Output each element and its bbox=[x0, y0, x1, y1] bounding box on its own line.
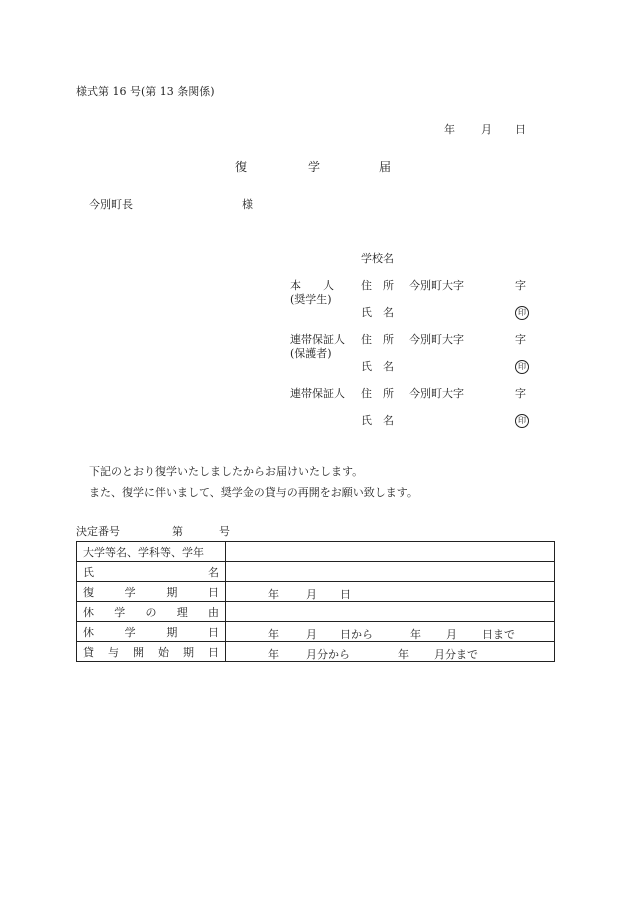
table-row bbox=[77, 602, 555, 622]
title-char-2: 学 bbox=[308, 160, 321, 174]
table-row bbox=[77, 562, 555, 582]
party2-address-value: 今別町大字 bbox=[409, 333, 464, 346]
title-char-1: 復 bbox=[235, 160, 248, 174]
student-name-label bbox=[77, 562, 226, 582]
leave-reason-value[interactable] bbox=[226, 602, 555, 622]
leave-reason-label bbox=[77, 602, 226, 622]
date-part: 月 bbox=[446, 628, 457, 641]
label-char: 日 bbox=[207, 625, 219, 639]
decision-number-go: 号 bbox=[219, 525, 230, 538]
student-name-value[interactable] bbox=[226, 562, 555, 582]
party1-address-suffix: 字 bbox=[515, 279, 526, 292]
party2-name-label: 氏 名 bbox=[361, 360, 394, 373]
label-char: 期 bbox=[183, 645, 194, 659]
date-part: 年 bbox=[410, 628, 421, 641]
party2-role: 連帯保証人 bbox=[290, 333, 345, 346]
party2-seal-icon: 印 bbox=[515, 360, 529, 374]
return-date-label bbox=[77, 582, 226, 602]
date-part: 年 bbox=[268, 628, 279, 641]
party1-seal-icon: 印 bbox=[515, 306, 529, 320]
date-part: 月 bbox=[306, 628, 317, 641]
label-char: 始 bbox=[158, 645, 169, 659]
party1-address-label: 住 所 bbox=[361, 279, 394, 292]
party1-role: 本 人 bbox=[290, 279, 334, 292]
label-char: 学 bbox=[114, 605, 126, 619]
party3-address-suffix: 字 bbox=[515, 387, 526, 400]
label-char: 日 bbox=[207, 585, 219, 599]
decision-number-label: 決定番号 bbox=[76, 525, 120, 538]
party3-name-label: 氏 名 bbox=[361, 414, 394, 427]
body-line-2: また、復学に伴いまして、奨学金の貸与の再開をお願い致します。 bbox=[89, 486, 418, 499]
title-char-3: 届 bbox=[379, 160, 392, 174]
label-char: 理 bbox=[176, 605, 188, 619]
label-char: 名 bbox=[208, 565, 219, 579]
party2-role-sub: (保護者) bbox=[290, 347, 332, 360]
addressee-honorific: 様 bbox=[242, 198, 253, 211]
return-date-value[interactable] bbox=[226, 582, 555, 602]
table-row bbox=[77, 542, 555, 562]
table-row bbox=[77, 622, 555, 642]
label-char: 期 bbox=[166, 585, 178, 599]
form-number: 様式第 16 号(第 13 条関係) bbox=[76, 85, 215, 98]
date-part: 月分まで bbox=[434, 648, 478, 661]
label-char: 期 bbox=[166, 625, 178, 639]
school-name-label: 学校名 bbox=[361, 252, 394, 265]
body-line-1: 下記のとおり復学いたしましたからお届けいたします。 bbox=[89, 465, 364, 478]
university-label: 大学等名、学科等、学年 bbox=[77, 542, 226, 562]
party3-address-label: 住 所 bbox=[361, 387, 394, 400]
date-day: 日 bbox=[515, 123, 526, 136]
label-char: 与 bbox=[108, 645, 119, 659]
date-part: 月分から bbox=[306, 648, 350, 661]
party1-role-sub: (奨学生) bbox=[290, 293, 332, 306]
leave-period-label bbox=[77, 622, 226, 642]
label-char: 氏 bbox=[83, 565, 94, 579]
loan-start-value[interactable] bbox=[226, 642, 555, 662]
party2-address-suffix: 字 bbox=[515, 333, 526, 346]
university-value[interactable] bbox=[226, 542, 555, 562]
restore-info-table bbox=[76, 541, 555, 662]
date-part: 日から bbox=[340, 628, 373, 641]
label-char: 学 bbox=[124, 585, 136, 599]
date-month: 月 bbox=[481, 123, 492, 136]
date-part: 年 bbox=[398, 648, 409, 661]
label-char: 休 bbox=[83, 625, 94, 639]
leave-period-value[interactable] bbox=[226, 622, 555, 642]
label-char: 開 bbox=[133, 645, 144, 659]
party3-seal-icon: 印 bbox=[515, 414, 529, 428]
date-part: 年 bbox=[268, 648, 279, 661]
party3-role: 連帯保証人 bbox=[290, 387, 345, 400]
date-part: 年 bbox=[268, 588, 279, 601]
label-char: 貸 bbox=[83, 645, 94, 659]
label-char: の bbox=[145, 605, 157, 619]
date-part: 月 bbox=[306, 588, 317, 601]
date-part: 日まで bbox=[482, 628, 515, 641]
party1-name-label: 氏 名 bbox=[361, 306, 394, 319]
label-char: 日 bbox=[208, 645, 219, 659]
label-char: 学 bbox=[124, 625, 136, 639]
date-year: 年 bbox=[444, 123, 455, 136]
loan-start-label bbox=[77, 642, 226, 662]
party3-address-value: 今別町大字 bbox=[409, 387, 464, 400]
label-char: 由 bbox=[208, 605, 219, 619]
table-row bbox=[77, 582, 555, 602]
party1-address-value: 今別町大字 bbox=[409, 279, 464, 292]
table-row bbox=[77, 642, 555, 662]
decision-number-dai: 第 bbox=[172, 525, 183, 538]
party2-address-label: 住 所 bbox=[361, 333, 394, 346]
addressee-name: 今別町長 bbox=[89, 198, 133, 211]
label-char: 休 bbox=[83, 605, 94, 619]
label-char: 復 bbox=[83, 585, 94, 599]
date-part: 日 bbox=[340, 588, 351, 601]
